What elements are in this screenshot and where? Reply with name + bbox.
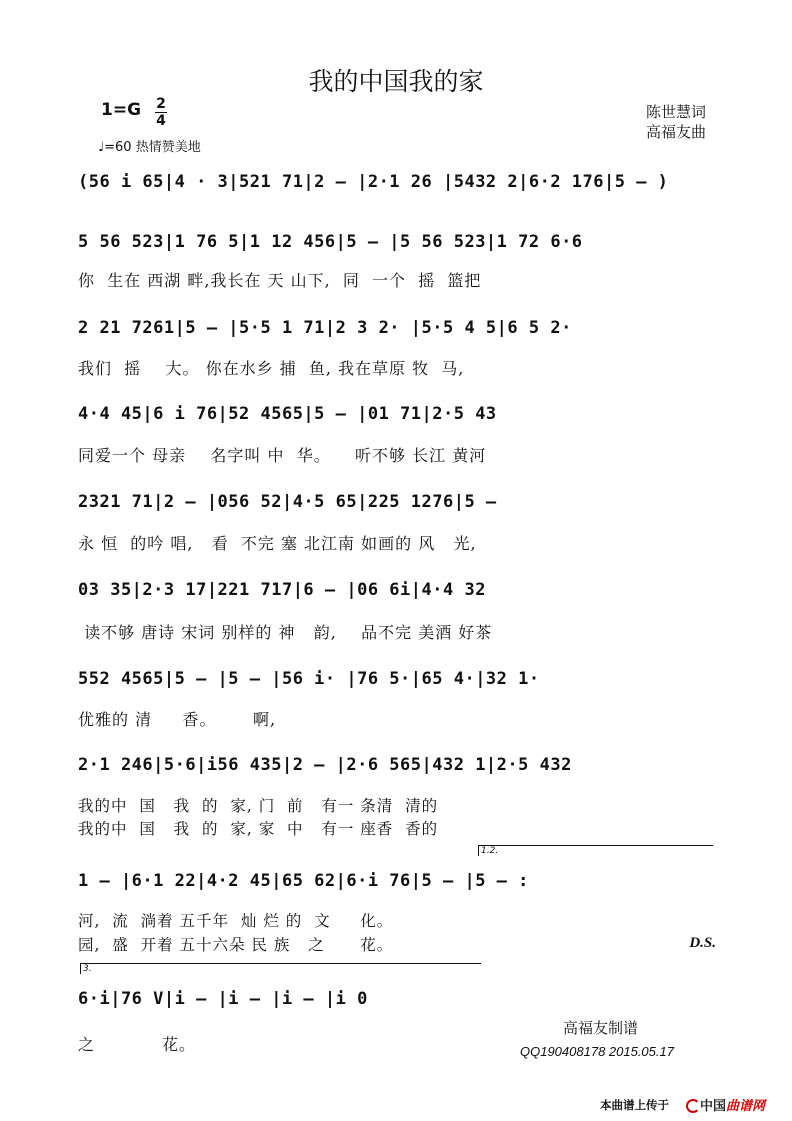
lyricist-credit: 陈世慧词 bbox=[645, 103, 706, 121]
tempo-marking: ♩=60 热情赞美地 bbox=[98, 140, 201, 155]
site-name[interactable] bbox=[700, 1095, 765, 1114]
time-signature-top: 2 bbox=[156, 96, 166, 112]
contact-and-date: QQ190408178 2015.05.17 bbox=[520, 1044, 674, 1059]
page-title: 我的中国我的家 bbox=[308, 67, 484, 96]
notation-line: 03 35|2·3 17|221 717|6 – |06 6i|4·4 32 bbox=[78, 580, 486, 600]
lyric-line: 同爱一个 母亲 名字叫 中 华。 听不够 长江 黄河 bbox=[78, 446, 487, 465]
site-name-prefix: 中国 bbox=[700, 1099, 727, 1114]
lyric-line: 我们 摇 大。 你在水乡 捕 鱼, 我在草原 牧 马, bbox=[78, 359, 465, 378]
volta-bracket: 1.2. bbox=[478, 845, 713, 856]
time-signature bbox=[155, 96, 167, 129]
notation-line: 6·i|76 V|i – |i – |i – |i 0 bbox=[78, 989, 368, 1009]
notation-line: 2·1 246|5·6|i56 435|2 – |2·6 565|432 1|2·5 432 bbox=[78, 755, 572, 775]
volta-bracket: 3. bbox=[80, 963, 481, 974]
time-signature-bottom: 4 bbox=[156, 113, 166, 129]
lyric-line-verse2: 园, 盛 开着 五十六朵 民 族 之 花。 bbox=[78, 936, 394, 954]
lyric-line: 之 花。 bbox=[78, 1035, 196, 1054]
upload-notice: 本曲谱上传于 bbox=[600, 1098, 669, 1112]
notation-line: 4·4 45|6 i 76|52 4565|5 – |01 71|2·5 43 bbox=[78, 404, 497, 424]
notation-line: 5 56 523|1 76 5|1 12 456|5 – |5 56 523|1 72 6·6 bbox=[78, 232, 583, 252]
lyric-line: 你 生在 西湖 畔,我长在 天 山下, 同 一个 摇 篮把 bbox=[78, 271, 482, 290]
dal-segno-mark: D.S. bbox=[689, 935, 716, 951]
notation-line: 2 21 7261|5 – |5·5 1 71|2 3 2· |5·5 4 5|6 5 2· bbox=[78, 318, 572, 338]
notation-line: (56 i 65|4 · 3|521 71|2 – |2·1 26 |5432 2|6·2 176|5 – ) bbox=[78, 172, 669, 192]
key-signature: 1=G bbox=[101, 100, 142, 120]
lyric-line-verse1: 我的中 国 我 的 家, 门 前 有一 条清 清的 bbox=[78, 797, 439, 815]
lyric-line: 永 恒 的吟 唱, 看 不完 塞 北江南 如画的 风 光, bbox=[78, 534, 477, 553]
notation-line: 2321 71|2 – |056 52|4·5 65|225 1276|5 – bbox=[78, 492, 497, 512]
notation-line: 1 – |6·1 22|4·2 45|65 62|6·i 76|5 – |5 – : bbox=[78, 871, 529, 891]
composer-credit: 高福友曲 bbox=[645, 123, 706, 141]
site-name-highlight: 曲谱网 bbox=[726, 1099, 766, 1114]
lyric-line-verse1: 河, 流 淌着 五千年 灿 烂 的 文 化。 bbox=[78, 912, 394, 930]
transcriber-credit: 高福友制谱 bbox=[563, 1019, 639, 1037]
notation-line: 552 4565|5 – |5 – |56 i· |76 5·|65 4·|32 1· bbox=[78, 669, 540, 689]
lyric-line: 读不够 唐诗 宋词 别样的 神 韵, 品不完 美酒 好茶 bbox=[78, 623, 493, 642]
lyric-line: 优雅的 清 香。 啊, bbox=[78, 710, 277, 729]
site-logo-icon bbox=[686, 1099, 700, 1113]
lyric-line-verse2: 我的中 国 我 的 家, 家 中 有一 座香 香的 bbox=[78, 820, 439, 838]
